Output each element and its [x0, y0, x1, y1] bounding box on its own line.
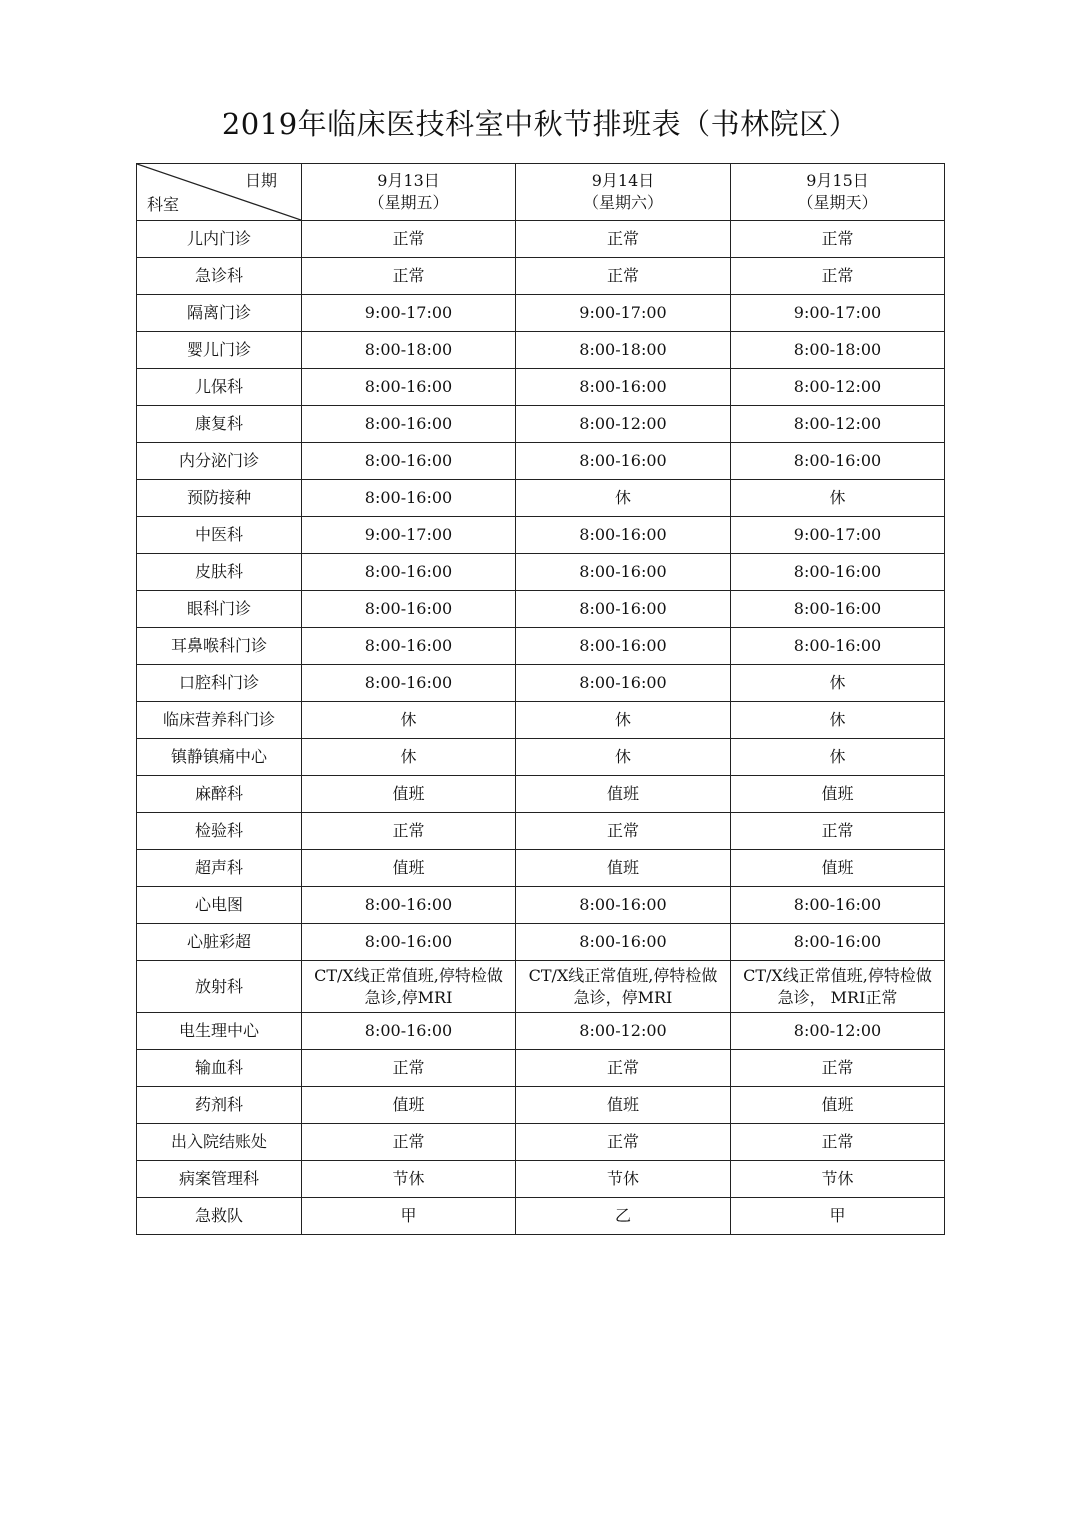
table-row: [137, 1161, 945, 1198]
schedule-cell: 8:00-16:00: [302, 1013, 516, 1050]
schedule-cell: 正常: [516, 221, 731, 258]
schedule-cell: 值班: [302, 1087, 516, 1124]
dept-name-cell: 病案管理科: [137, 1161, 302, 1198]
schedule-cell: 正常: [731, 1124, 945, 1161]
schedule-cell: 8:00-16:00: [302, 480, 516, 517]
dept-name-cell: 眼科门诊: [137, 591, 302, 628]
schedule-cell: 值班: [516, 1087, 731, 1124]
schedule-cell: 8:00-16:00: [731, 924, 945, 961]
table-row: [137, 517, 945, 554]
schedule-cell: 8:00-18:00: [731, 332, 945, 369]
schedule-cell: 8:00-12:00: [731, 369, 945, 406]
weekday-label: （星期五）: [368, 193, 449, 212]
dept-name-cell: 中医科: [137, 517, 302, 554]
schedule-cell: 正常: [731, 221, 945, 258]
table-row: [137, 443, 945, 480]
schedule-cell: 休: [731, 702, 945, 739]
dept-name-cell: 隔离门诊: [137, 295, 302, 332]
dept-name-cell: 电生理中心: [137, 1013, 302, 1050]
schedule-cell: 8:00-16:00: [516, 554, 731, 591]
schedule-cell: 9:00-17:00: [516, 295, 731, 332]
weekday-label: （星期六）: [582, 193, 663, 212]
table-row: [137, 406, 945, 443]
schedule-cell: 节休: [516, 1161, 731, 1198]
schedule-cell: 8:00-16:00: [302, 628, 516, 665]
dept-name-cell: 放射科: [137, 961, 302, 1013]
schedule-cell: 休: [516, 739, 731, 776]
date-column-header: [731, 164, 945, 221]
corner-date-label: 日期: [244, 171, 277, 190]
schedule-cell: CT/X线正常值班,停特检做 急诊， MRI正常: [731, 961, 945, 1013]
schedule-cell: 正常: [302, 1050, 516, 1087]
table-row: [137, 813, 945, 850]
dept-name-cell: 预防接种: [137, 480, 302, 517]
schedule-cell: 正常: [516, 1050, 731, 1087]
table-row: [137, 1050, 945, 1087]
schedule-cell: 正常: [516, 813, 731, 850]
schedule-cell: 甲: [302, 1198, 516, 1235]
dept-name-cell: 心电图: [137, 887, 302, 924]
table-row: [137, 1124, 945, 1161]
schedule-cell: 8:00-16:00: [302, 406, 516, 443]
schedule-cell: 休: [302, 739, 516, 776]
schedule-cell: 8:00-12:00: [516, 406, 731, 443]
schedule-cell: 正常: [302, 1124, 516, 1161]
schedule-cell: 8:00-12:00: [731, 406, 945, 443]
dept-name-cell: 急救队: [137, 1198, 302, 1235]
schedule-body: [137, 221, 945, 1235]
dept-name-cell: 急诊科: [137, 258, 302, 295]
schedule-cell: CT/X线正常值班,停特检做 急诊，停MRI: [516, 961, 731, 1013]
schedule-cell: 9:00-17:00: [731, 517, 945, 554]
schedule-cell: 8:00-12:00: [516, 1013, 731, 1050]
dept-name-cell: 康复科: [137, 406, 302, 443]
dept-name-cell: 儿保科: [137, 369, 302, 406]
table-row: [137, 1198, 945, 1235]
date-label: 9月13日: [377, 171, 440, 190]
dept-name-cell: 镇静镇痛中心: [137, 739, 302, 776]
table-row: [137, 702, 945, 739]
schedule-table: [136, 163, 945, 1235]
dept-name-cell: 检验科: [137, 813, 302, 850]
dept-name-cell: 临床营养科门诊: [137, 702, 302, 739]
schedule-cell: 乙: [516, 1198, 731, 1235]
table-row: [137, 776, 945, 813]
schedule-cell: 值班: [516, 850, 731, 887]
schedule-cell: CT/X线正常值班,停特检做 急诊,停MRI: [302, 961, 516, 1013]
schedule-cell: 正常: [302, 813, 516, 850]
table-row: [137, 924, 945, 961]
schedule-cell: 节休: [302, 1161, 516, 1198]
schedule-cell: 正常: [731, 813, 945, 850]
table-row: [137, 554, 945, 591]
table-row: [137, 887, 945, 924]
table-row: [137, 665, 945, 702]
schedule-cell: 9:00-17:00: [302, 295, 516, 332]
schedule-cell: 8:00-16:00: [516, 443, 731, 480]
schedule-cell: 8:00-16:00: [516, 628, 731, 665]
table-row: [137, 1087, 945, 1124]
dept-name-cell: 麻醉科: [137, 776, 302, 813]
schedule-cell: 值班: [302, 776, 516, 813]
dept-name-cell: 口腔科门诊: [137, 665, 302, 702]
schedule-cell: 8:00-16:00: [302, 369, 516, 406]
schedule-cell: 8:00-16:00: [302, 554, 516, 591]
schedule-cell: 9:00-17:00: [302, 517, 516, 554]
schedule-cell: 正常: [731, 258, 945, 295]
table-row: [137, 258, 945, 295]
schedule-cell: 甲: [731, 1198, 945, 1235]
table-row: [137, 961, 945, 1013]
schedule-cell: 8:00-16:00: [516, 665, 731, 702]
table-row: [137, 369, 945, 406]
schedule-cell: 值班: [731, 1087, 945, 1124]
schedule-cell: 休: [516, 702, 731, 739]
dept-name-cell: 超声科: [137, 850, 302, 887]
table-row: [137, 591, 945, 628]
dept-name-cell: 输血科: [137, 1050, 302, 1087]
date-column-header: [516, 164, 731, 221]
dept-name-cell: 药剂科: [137, 1087, 302, 1124]
schedule-cell: 正常: [302, 258, 516, 295]
dept-name-cell: 出入院结账处: [137, 1124, 302, 1161]
corner-dept-label: 科室: [147, 195, 180, 214]
schedule-cell: 8:00-16:00: [302, 887, 516, 924]
schedule-cell: 8:00-16:00: [302, 665, 516, 702]
table-row: [137, 295, 945, 332]
schedule-cell: 正常: [302, 221, 516, 258]
schedule-cell: 8:00-16:00: [302, 591, 516, 628]
table-row: [137, 1013, 945, 1050]
schedule-cell: 正常: [516, 258, 731, 295]
schedule-cell: 休: [731, 480, 945, 517]
schedule-cell: 8:00-16:00: [731, 443, 945, 480]
schedule-cell: 值班: [302, 850, 516, 887]
schedule-cell: 8:00-18:00: [516, 332, 731, 369]
schedule-cell: 8:00-16:00: [731, 887, 945, 924]
dept-name-cell: 内分泌门诊: [137, 443, 302, 480]
schedule-cell: 8:00-16:00: [302, 443, 516, 480]
schedule-cell: 休: [302, 702, 516, 739]
date-label: 9月14日: [591, 171, 655, 190]
schedule-cell: 8:00-16:00: [731, 591, 945, 628]
schedule-cell: 8:00-16:00: [516, 517, 731, 554]
schedule-cell: 值班: [516, 776, 731, 813]
corner-header-cell: [137, 164, 302, 221]
dept-name-cell: 婴儿门诊: [137, 332, 302, 369]
schedule-cell: 8:00-16:00: [731, 628, 945, 665]
header-row: [137, 164, 945, 221]
schedule-cell: 8:00-12:00: [731, 1013, 945, 1050]
table-row: [137, 480, 945, 517]
schedule-cell: 正常: [516, 1124, 731, 1161]
schedule-cell: 值班: [731, 776, 945, 813]
table-row: [137, 221, 945, 258]
schedule-cell: 8:00-16:00: [731, 554, 945, 591]
schedule-cell: 8:00-16:00: [302, 924, 516, 961]
weekday-label: （星期天）: [797, 193, 878, 212]
schedule-cell: 节休: [731, 1161, 945, 1198]
schedule-cell: 8:00-16:00: [516, 924, 731, 961]
schedule-cell: 8:00-16:00: [516, 591, 731, 628]
schedule-cell: 8:00-16:00: [516, 369, 731, 406]
schedule-cell: 9:00-17:00: [731, 295, 945, 332]
schedule-cell: 正常: [731, 1050, 945, 1087]
schedule-cell: 休: [731, 665, 945, 702]
schedule-cell: 休: [731, 739, 945, 776]
schedule-cell: 休: [516, 480, 731, 517]
date-label: 9月15日: [806, 171, 869, 190]
table-row: [137, 739, 945, 776]
dept-name-cell: 耳鼻喉科门诊: [137, 628, 302, 665]
schedule-cell: 8:00-16:00: [516, 887, 731, 924]
dept-name-cell: 皮肤科: [137, 554, 302, 591]
table-row: [137, 332, 945, 369]
table-row: [137, 850, 945, 887]
table-row: [137, 628, 945, 665]
page-title: 2019年临床医技科室中秋节排班表（书林院区）: [221, 107, 859, 141]
date-column-header: [302, 164, 516, 221]
dept-name-cell: 儿内门诊: [137, 221, 302, 258]
dept-name-cell: 心脏彩超: [137, 924, 302, 961]
schedule-cell: 8:00-18:00: [302, 332, 516, 369]
schedule-cell: 值班: [731, 850, 945, 887]
